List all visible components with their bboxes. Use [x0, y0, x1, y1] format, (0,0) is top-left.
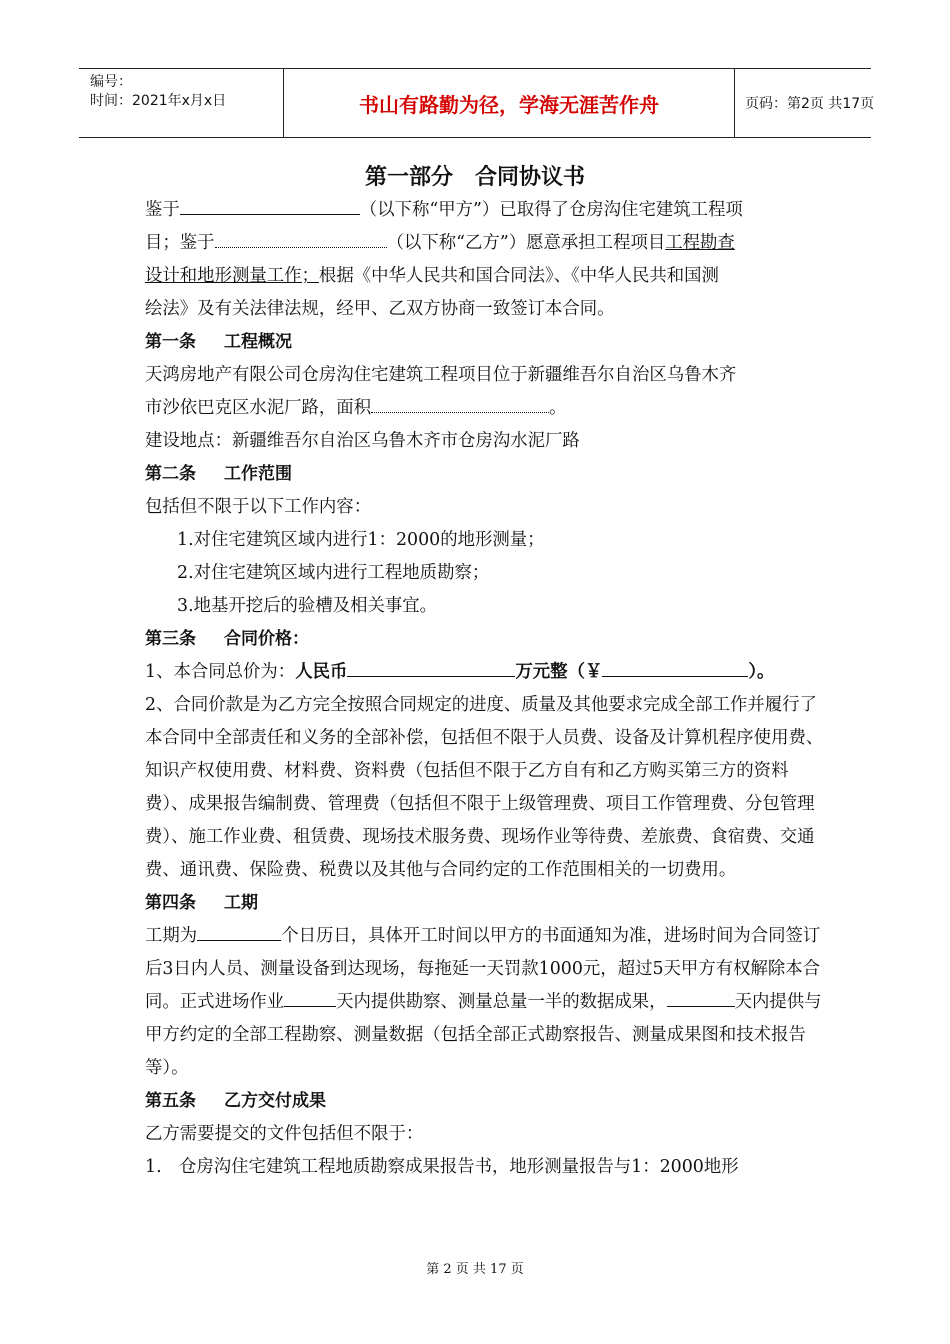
article-1-text-b: 市沙依巴克区水泥厂路，面积	[145, 398, 372, 418]
duration-blank	[197, 922, 281, 941]
intro-paragraph	[145, 194, 825, 326]
page-header	[79, 68, 875, 138]
full-days-blank	[667, 988, 735, 1007]
price-yen-blank	[602, 658, 748, 677]
intro-text-6: 绘法》及有关法律法规，经甲、乙双方协商一致签订本合同。	[145, 299, 615, 319]
article-1-title: 工程概况	[224, 332, 292, 352]
party-b-blank	[215, 229, 387, 248]
intro-text-3: 目；鉴于	[145, 233, 215, 253]
article-5-number: 第五条	[145, 1091, 196, 1111]
half-days-blank	[284, 988, 336, 1007]
article-2-item-2: 2.对住宅建筑区域内进行工程地质勘察；	[177, 563, 490, 583]
header-slogan: 书山有路勤为径，学海无涯苦作舟	[283, 69, 735, 137]
article-5-heading	[145, 1085, 825, 1118]
article-1-heading	[145, 326, 825, 359]
time-label: 时间：2021年x月x日	[90, 93, 227, 109]
article-4-text-a: 工期为	[145, 926, 198, 946]
article-3-text-d: ）。	[748, 662, 775, 682]
article-4-text-c: 天内提供勘察、测量总量一半的数据成果，	[336, 992, 667, 1012]
article-1-para-1	[145, 359, 825, 425]
article-3-number: 第三条	[145, 629, 196, 649]
header-meta	[79, 69, 282, 137]
price-blank	[347, 658, 515, 677]
article-4-text-d: 天内提供与甲方约定的全部工程勘察、测量数据（包括全部正式勘察报告、测量成果图和技术报告等）。	[145, 992, 822, 1078]
document-body	[145, 194, 825, 1184]
page-footer: 第 2 页 共 17 页	[426, 1262, 524, 1277]
article-3-rmb-label: 人民币	[295, 662, 348, 682]
article-5-title: 乙方交付成果	[224, 1091, 326, 1111]
article-5-lead: 乙方需要提交的文件包括但不限于：	[145, 1124, 424, 1144]
intro-text-1: 鉴于	[145, 200, 180, 220]
article-2-title: 工作范围	[224, 464, 292, 484]
article-2-lead: 包括但不限于以下工作内容：	[145, 497, 372, 517]
article-2-heading	[145, 458, 825, 491]
article-2-item-1: 1.对住宅建筑区域内进行1：2000的地形测量；	[177, 530, 545, 550]
article-1-text-a: 天鸿房地产有限公司仓房沟住宅建筑工程项目位于新疆维吾尔自治区乌鲁木齐	[145, 365, 737, 385]
article-4-text-b: 个日历日，具体开工时间以甲方的书面通知为准，进场时间为合同签订后3日内人员、测量设备到达现场，每拖延一天罚款1000元，超过5天甲方有权解除本合同。正式进场作业	[145, 926, 821, 1012]
article-3-para-2: 2、合同价款是为乙方完全按照合同规定的进度、质量及其他要求完成全部工作并履行了本合同中全部责任和义务的全部补偿，包括但不限于人员费、设备及计算机程序使用费、知识产权使用费、材料费、资料费（包括但不限于乙方自有和乙方购买第三方的资料费）、成果报告编制费、管理费（包括但不限于上级管理费、项目工作管理费、分包管理费）、施工作业费、租赁费、现场技术服务费、现场作业等待费、差旅费、食宿费、交通费、通讯费、保险费、税费以及其他与合同约定的工作范围相关的一切费用。	[145, 695, 824, 880]
number-label: 编号：	[90, 74, 132, 90]
article-4-para	[145, 920, 825, 1085]
party-a-blank	[180, 196, 360, 215]
article-2-item-3: 3.地基开挖后的验槽及相关事宜。	[177, 596, 438, 616]
article-2-number: 第二条	[145, 464, 196, 484]
article-4-heading	[145, 887, 825, 920]
article-1-para-2: 建设地点：新疆维吾尔自治区乌鲁木齐市仓房沟水泥厂路	[145, 431, 580, 451]
intro-text-4: （以下称“乙方”）愿意承担工程项目	[386, 233, 666, 253]
article-4-title: 工期	[224, 893, 258, 913]
intro-underline-2: 设计和地形测量工作；	[145, 266, 319, 286]
area-blank	[371, 394, 549, 413]
article-3-title: 合同价格：	[224, 629, 309, 649]
article-4-number: 第四条	[145, 893, 196, 913]
intro-text-5: 根据《中华人民共和国合同法》、《中华人民共和国测	[318, 266, 719, 286]
header-page-label: 页码：第2页 共17页	[745, 96, 875, 112]
article-3-wan-label: 万元整（￥	[515, 662, 603, 682]
document-title: 第一部分 合同协议书	[364, 165, 585, 190]
article-3-text-a: 1、本合同总价为：	[145, 662, 296, 682]
intro-text-2: （以下称“甲方”）已取得了仓房沟住宅建筑工程项	[359, 200, 743, 220]
article-1-text-c: 。	[549, 398, 567, 418]
article-1-number: 第一条	[145, 332, 196, 352]
intro-underline-1: 工程勘查	[665, 233, 735, 253]
article-3-para-1	[145, 656, 825, 689]
article-3-heading	[145, 623, 825, 656]
article-5-item-1: 1. 仓房沟住宅建筑工程地质勘察成果报告书，地形测量报告与1：2000地形	[145, 1157, 739, 1177]
